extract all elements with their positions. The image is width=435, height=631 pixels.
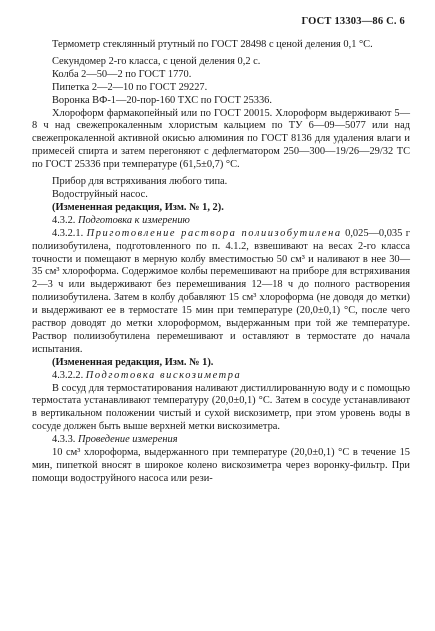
section-4-3-3-heading [32,434,410,447]
section-title: Подготовка вискозиметра [85,369,242,381]
amendment-note-1: (Измененная редакция, Изм. № 1, 2). [52,201,224,213]
section-number: 4.3.2.1. [52,227,84,239]
amendment-note-2: (Измененная редакция, Изм. № 1). [52,356,214,368]
section-text: 0,025—0,035 г полиизобутилена, подготовленного по п. 4.1.2, взвешивают на весах 2-го класса точности и помещают в мерную колбу вместимостью 50 см³ и наливают в нее 30—35 см³ хлороформа. Содержимое колбы перемешивают на приборе для встряхивания 2—3 ч или выдерживают без перемешивания 12—18 ч до полного растворения полиизобутилена. Затем в колбу добавляют 15 см³ хлороформа (не доводя до метки) и выдерживают ее в термостате 15 мин при температуре (20,0±0,1) °С, после чего раствор доводят до метки хлороформом, выдержанным при той же температуре. Раствор полиизобутилена перемешивают и оставляют в термостате до начала испытания. [32,227,410,355]
document-body [32,39,410,486]
paragraph-thermostat: В сосуд для термостатирования наливают дистиллированную воду и с помощью термостата устанавливают температуру (20,0±0,1) °С. Затем в сосуде устанавливают в вертикальном положении чистый и сухой вискозиметр, при этом уровень воды в сосуде должен быть выше верхней метки вискозиметра. [32,382,410,433]
section-title: Приготовление раствора полиизобутилена [86,227,342,239]
section-number: 4.3.3. [52,434,76,446]
section-number: 4.3.2. [52,214,76,226]
paragraph-thermometer: Термометр стеклянный ртутный по ГОСТ 28498 с ценой деления 0,1 °С. [52,39,373,50]
paragraph-pipette: Пипетка 2—2—10 по ГОСТ 29227. [52,81,208,93]
paragraph-stopwatch: Секундомер 2-го класса, с ценой деления 0,2 с. [52,55,261,67]
section-title: Проведение измерения [78,434,178,446]
section-4-3-2-heading [32,215,410,228]
paragraph-flask: Колба 2—50—2 по ГОСТ 1770. [52,68,192,80]
paragraph-water-pump: Водоструйный насос. [52,188,148,200]
paragraph-measurement: 10 см³ хлороформа, выдержанного при температуре (20,0±0,1) °С в течение 15 мин, пипеткой вносят в широкое колено вискозиметра через воронку-фильтр. При помощи водоструйного насоса или рези- [32,447,410,484]
section-4-3-2-1 [32,228,410,357]
section-title: Подготовка к измерению [78,214,190,226]
section-number: 4.3.2.2. [52,369,84,381]
page-header: ГОСТ 13303—86 С. 6 [301,16,405,27]
paragraph-funnel: Воронка ВФ-1—20-пор-160 ТХС по ГОСТ 25336. [52,94,272,106]
section-4-3-2-2-heading [32,370,410,383]
paragraph-chloroform: Хлороформ фармакопейный или по ГОСТ 20015. Хлороформ выдерживают 5—8 ч над свежепрокаленным хлористым кальцием по ТУ 6—09—5077 или над свежепрокаленной активной окисью алюминия по ГОСТ 8136 для удаления влаги и примесей спирта и затем перегоняют с дефлегматором 250—300—19/26—29/32 ТС по ГОСТ 25336 при температуре (61,5±0,7) °С. [32,107,410,171]
paragraph-shaker: Прибор для встряхивания любого типа. [52,176,228,188]
